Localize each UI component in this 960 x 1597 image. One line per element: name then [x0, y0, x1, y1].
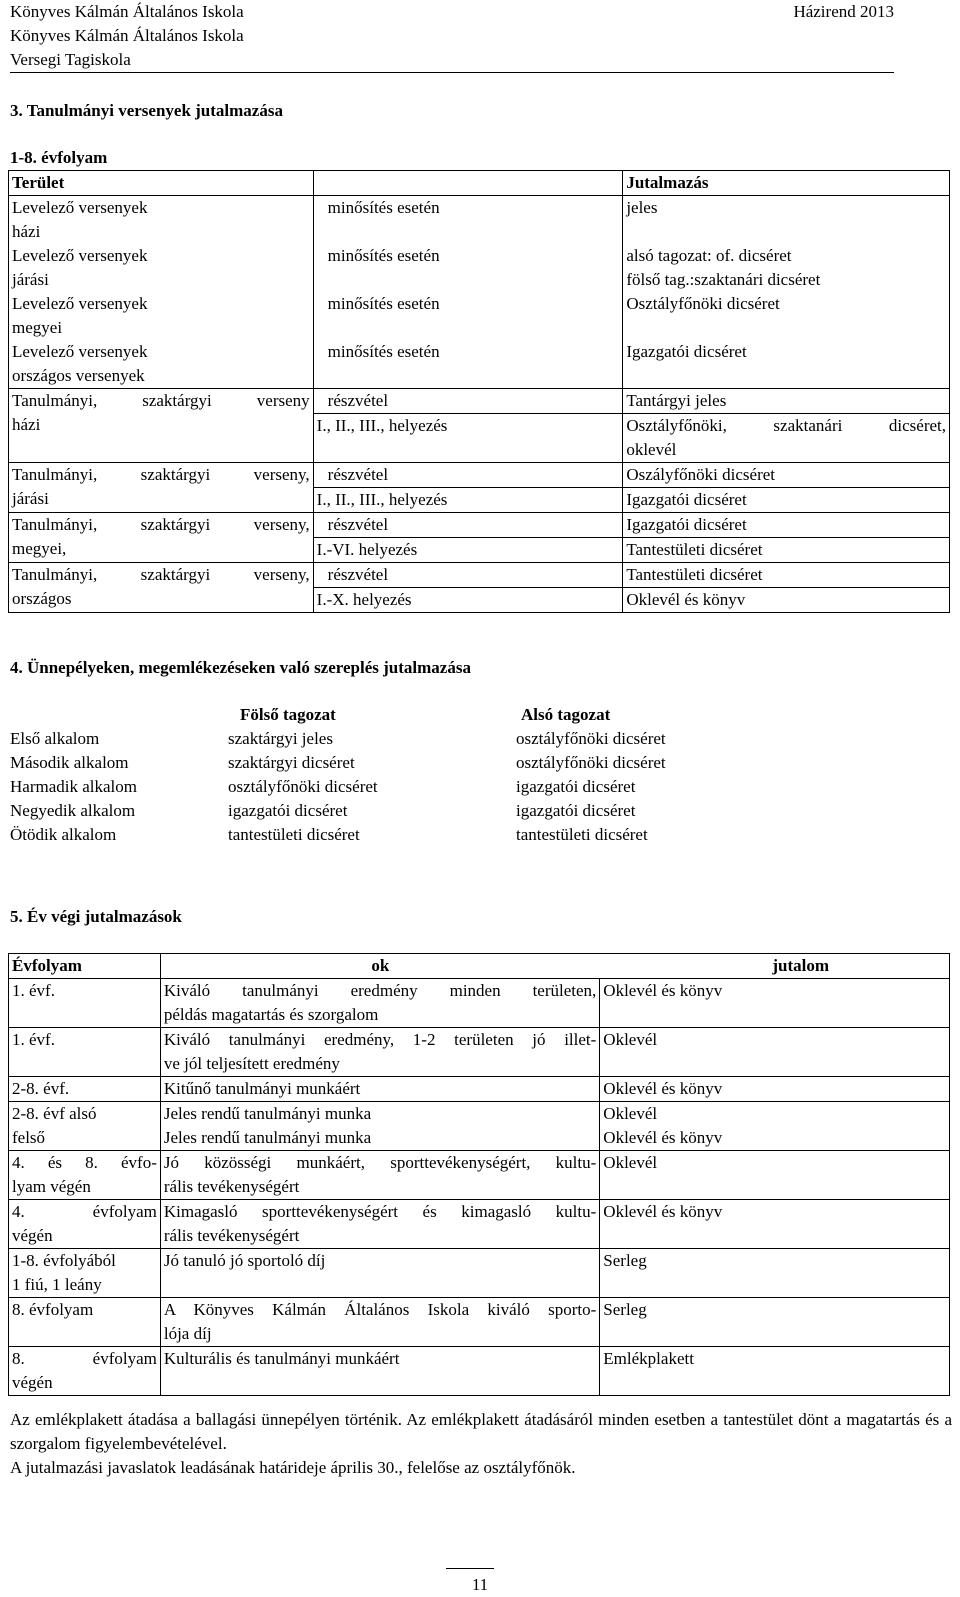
table-row: 4. évfolyam végén Kimagasló sporttevékenységért és kimagasló kultu- rális tevékenységért Oklevél és könyv [9, 1200, 950, 1249]
ceremony-reward-table [10, 703, 710, 847]
school-name-2: Könyves Kálmán Általános Iskola [10, 26, 244, 45]
closing-notes [10, 1408, 952, 1480]
note-paragraph-1: Az emlékplakett átadása a ballagási ünnepélyen történik. Az emlékplakett átadásáról minden esetben a tantestület dönt a magatartás és a szorgalom figyelembevételével. [10, 1410, 952, 1453]
table-header-row [9, 954, 950, 979]
year-end-reward-table [8, 953, 950, 1396]
table-row: 8. évfolyam A Könyves Kálmán Általános Iskola kiváló sporto- lója díj Serleg [9, 1298, 950, 1347]
col-header-upper: Fölső tagozat [240, 705, 336, 724]
table-row: Első alkalom szaktárgyi jeles osztályfőnöki dicséret [10, 729, 666, 748]
table-row: Tanulmányi, szaktárgyi verseny, megyei, részvétel I.-VI. helyezés Igazgatói dicséret Tantestületi dicséret [9, 513, 950, 563]
school-name-1: Könyves Kálmán Általános Iskola [10, 2, 244, 21]
table-row: Második alkalom szaktárgyi dicséret osztályfőnöki dicséret [10, 753, 666, 772]
col-header-reward: Jutalmazás [623, 171, 950, 196]
section-3-subtitle: 1-8. évfolyam [10, 148, 108, 167]
page-number: 11 [471, 1575, 489, 1594]
table-row: Negyedik alkalom igazgatói dicséret igazgatói dicséret [10, 801, 636, 820]
col-header-area: Terület [9, 171, 314, 196]
table-row: 1. évf. Kiváló tanulmányi eredmény, 1-2 területen jó illet- ve jól teljesített eredmény Oklevél [9, 1028, 950, 1077]
header-divider [10, 72, 894, 73]
col-header-reward: jutalom [600, 954, 950, 979]
col-header-lower: Alsó tagozat [521, 705, 611, 724]
table-row: 2-8. évf alsó felső Jeles rendű tanulmányi munka Jeles rendű tanulmányi munka Oklevél Oklevél és könyv [9, 1102, 950, 1151]
table-row: 1. évf. Kiváló tanulmányi eredmény minden területen, példás magatartás és szorgalom Oklevél és könyv [9, 979, 950, 1028]
col-header-reason: ok [160, 954, 599, 979]
note-paragraph-2: A jutalmazási javaslatok leadásának határideje április 30., felelőse az osztályfőnök. [10, 1458, 576, 1477]
section-5-title: 5. Év végi jutalmazások [10, 907, 182, 926]
competition-reward-table [8, 170, 950, 613]
table-row: 8. évfolyam végén Kulturális és tanulmányi munkáért Emlékplakett [9, 1347, 950, 1396]
table-row: Levelező versenyek járási minősítés esetén alsó tagozat: of. dicséret fölső tag.:szaktanári dicséret [9, 244, 950, 292]
page-header [10, 0, 894, 72]
table-row: Tanulmányi, szaktárgyi verseny, országos részvétel I.-X. helyezés Tantestületi dicséret Oklevél és könyv [9, 563, 950, 613]
section-3-title: 3. Tanulmányi versenyek jutalmazása [10, 101, 283, 120]
table-row: 2-8. évf. Kitűnő tanulmányi munkáért Oklevél és könyv [9, 1077, 950, 1102]
table-row: Tanulmányi, szaktárgyi verseny házi részvétel I., II., III., helyezés Tantárgyi jeles Osztályfőnöki, szaktanári dicséret, oklevél [9, 389, 950, 463]
table-header-row [10, 703, 710, 727]
table-header-row [9, 171, 950, 196]
table-row: Levelező versenyek megyei minősítés esetén Osztályfőnöki dicséret [9, 292, 950, 340]
table-row: 4. és 8. évfo- lyam végén Jó közösségi munkáért, sporttevékenységért, kultu- rális tevékenységért Oklevél [9, 1151, 950, 1200]
document-title: Házirend 2013 [793, 2, 894, 21]
section-4-title: 4. Ünnepélyeken, megemlékezéseken való szereplés jutalmazása [10, 658, 471, 677]
footer-divider [446, 1568, 494, 1569]
table-row: Tanulmányi, szaktárgyi verseny, járási részvétel I., II., III., helyezés Oszályfőnöki dicséret Igazgatói dicséret [9, 463, 950, 513]
table-row: 1-8. évfolyából 1 fiú, 1 leány Jó tanuló jó sportoló díj Serleg [9, 1249, 950, 1298]
table-row: Levelező versenyek házi minősítés esetén jeles [9, 196, 950, 245]
table-row: Levelező versenyek országos versenyek minősítés esetén Igazgatói dicséret [9, 340, 950, 389]
school-name-3: Versegi Tagiskola [10, 50, 131, 69]
table-row: Harmadik alkalom osztályfőnöki dicséret igazgatói dicséret [10, 777, 636, 796]
table-row: Ötödik alkalom tantestületi dicséret tantestületi dicséret [10, 825, 648, 844]
col-header-grade: Évfolyam [9, 954, 161, 979]
